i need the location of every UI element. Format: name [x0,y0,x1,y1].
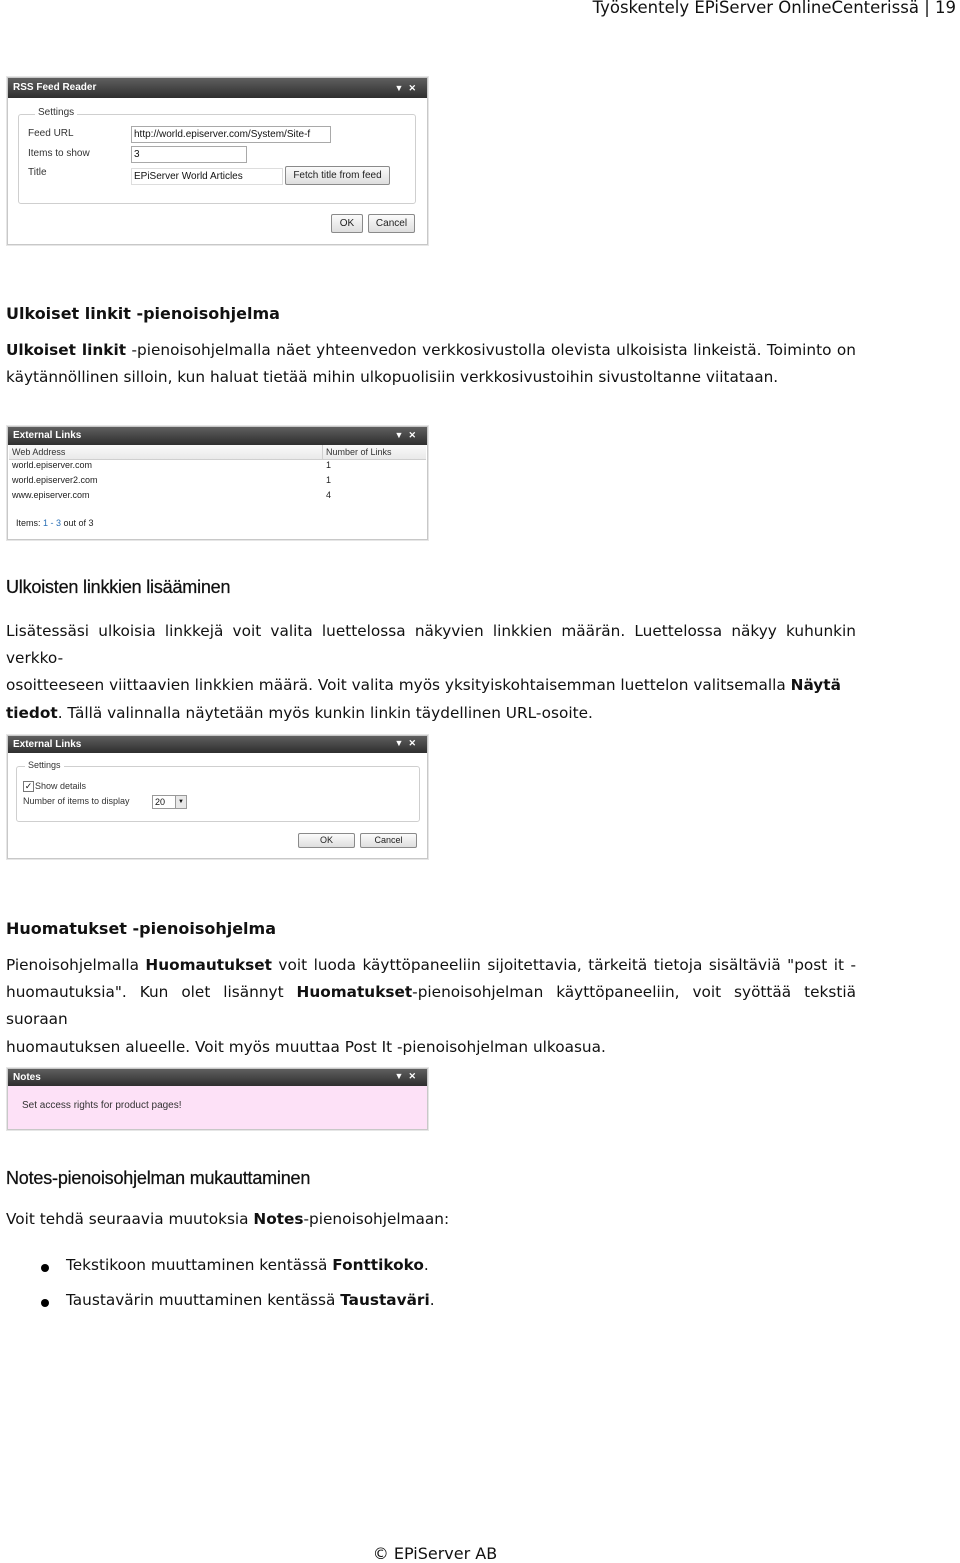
paragraph-line [6,337,856,364]
ok-button[interactable]: OK [298,833,355,848]
bold-term: Huomautukset [145,956,272,974]
close-icon[interactable]: ✕ [408,738,421,748]
notes-title: Notes [13,1072,41,1083]
list-item-end: . [429,1291,435,1309]
paragraph-text: -pienoisohjelmalla näet yhteenvedon verkkosivustolla olevista ulkoisista linkeistä. Toiminto on [126,341,856,359]
chevron-down-icon[interactable]: ▼ [175,796,186,808]
paragraph-text: Voit tehdä seuraavia muutoksia [6,1210,254,1228]
bold-term: Notes [253,1210,304,1228]
links-widget-title: External Links [13,430,82,441]
items-to-show-label: Items to show [28,148,90,159]
ok-button[interactable]: OK [331,214,363,233]
table-row[interactable] [12,488,423,503]
feed-url-label: Feed URL [28,128,74,139]
column-header-number-of-links[interactable]: Number of Links [326,447,392,457]
paragraph-text: huomautuksia". Kun olet lisännyt [6,983,297,1002]
external-links-settings-widget [7,735,428,859]
table-row[interactable] [12,458,423,473]
bold-term: Ulkoiset linkit [6,341,127,359]
list-item-end: . [423,1256,429,1274]
feed-url-input[interactable]: http://world.episerver.com/System/Site-f [131,126,331,143]
cell-address: www.episerver.com [12,490,90,500]
cell-count: 4 [326,490,332,500]
cell-count: 1 [326,460,332,470]
paragraph-text: . Tällä valinnalla näytetään myös kunkin linkin täydellinen URL-osoite. [57,703,593,722]
section-heading-external-links: Ulkoiset linkit -pienoisohjelma [6,304,280,323]
cell-address: world.episerver.com [12,460,93,470]
title-label: Title [28,167,47,178]
rss-feed-reader-widget [7,77,428,245]
paragraph-line [6,952,856,979]
column-divider [322,445,323,459]
links-settings-title: External Links [13,739,82,750]
external-links-widget [7,426,428,540]
number-of-items-select[interactable] [152,795,187,809]
paragraph-text: voit luoda käyttöpaneeliin sijoitettavia, tärkeitä tietoja sisältäviä "post it - [271,956,856,974]
bullet-point [41,1264,49,1272]
column-header-web-address[interactable]: Web Address [12,447,66,457]
close-icon[interactable]: ✕ [408,1071,421,1081]
fetch-title-button[interactable]: Fetch title from feed [285,166,390,185]
chevron-down-icon[interactable]: ▼ [394,83,409,93]
section-heading-adding-links: Ulkoisten linkkien lisääminen [6,577,231,597]
links-settings-titlebar[interactable] [8,736,427,753]
list-item-text: Taustavärin muuttaminen kentässä [66,1291,341,1309]
select-value: 20 [155,797,166,807]
paragraph-text: osoitteeseen viittaavien linkkien määrä. Voit valita myös yksityiskohtaisemman luettelon valitsemalla [6,676,791,695]
paragraph-text: -pienoisohjelmaan: [303,1210,450,1228]
list-item [66,1291,435,1309]
notes-text: Set access rights for product pages! [22,1100,182,1111]
cell-count: 1 [326,475,332,485]
section-heading-customizing-notes: Notes-pienoisohjelman mukauttaminen [6,1168,311,1188]
cancel-button[interactable]: Cancel [360,833,417,848]
paragraph-line [6,700,856,727]
links-widget-titlebar[interactable] [8,427,427,445]
bullet-point [41,1299,49,1307]
notes-text-area[interactable] [8,1086,427,1129]
table-row[interactable] [12,473,423,488]
settings-legend: Settings [25,760,64,770]
bold-term: Taustaväri [340,1291,430,1309]
close-icon[interactable]: ✕ [408,430,421,440]
cancel-button[interactable]: Cancel [368,214,415,233]
notes-paragraph [6,952,856,1061]
notes-titlebar[interactable] [8,1069,427,1086]
paragraph-text: -pienoisohjelman käyttöpaneeliin, voit syöttää tekstiä suoraan [6,983,856,1029]
pager-range: 1 - 3 [43,518,62,528]
bold-term: Huomatukset [296,983,413,1002]
chevron-down-icon[interactable]: ▼ [394,738,409,748]
paragraph-line: käytännöllinen silloin, kun haluat tietää mihin ulkopuolisiin verkkosivustoihin sivustoltanne viitataan. [6,368,779,387]
close-icon[interactable]: ✕ [408,83,421,93]
items-to-show-input[interactable]: 3 [131,146,247,163]
adding-links-paragraph [6,618,856,727]
pager-suffix: out of 3 [61,518,94,528]
pager-prefix: Items: [16,518,44,528]
show-details-label: Show details [35,781,87,791]
external-links-paragraph [6,337,856,391]
running-header: Työskentely EPiServer OnlineCenterissä | 19 [592,0,956,17]
paragraph-line [6,979,856,1033]
paragraph-text: Pienoisohjelmalla [6,956,146,974]
paragraph-line [6,672,856,699]
cell-address: world.episerver2.com [12,475,98,485]
customizing-intro [6,1210,449,1228]
paragraph-line: huomautuksen alueelle. Voit myös muuttaa Post It -pienoisohjelman ulkoasua. [6,1037,606,1056]
show-details-checkbox[interactable]: ✓ [24,781,33,791]
number-of-items-label: Number of items to display [23,796,130,806]
chevron-down-icon[interactable]: ▼ [394,430,409,440]
rss-widget-titlebar[interactable] [8,78,427,98]
pager-status [16,516,423,531]
section-heading-notes: Huomatukset -pienoisohjelma [6,919,277,938]
settings-fieldset [16,766,420,822]
title-input[interactable]: EPiServer World Articles [131,168,283,185]
bold-term: Näytä [790,676,841,695]
settings-legend: Settings [35,107,77,118]
bold-term: Fonttikoko [332,1256,424,1274]
page-footer: © EPiServer AB [372,1544,498,1563]
rss-widget-title: RSS Feed Reader [13,82,97,93]
notes-widget [7,1068,428,1130]
list-item-text: Tekstikoon muuttaminen kentässä [66,1256,333,1274]
bold-term: tiedot [6,703,58,722]
paragraph-line: Lisätessäsi ulkoisia linkkejä voit valita luettelossa näkyvien linkkien määrän. Luettelossa näkyy kuhunkin verkko- [6,622,856,668]
list-item [66,1256,429,1274]
chevron-down-icon[interactable]: ▼ [394,1071,409,1081]
